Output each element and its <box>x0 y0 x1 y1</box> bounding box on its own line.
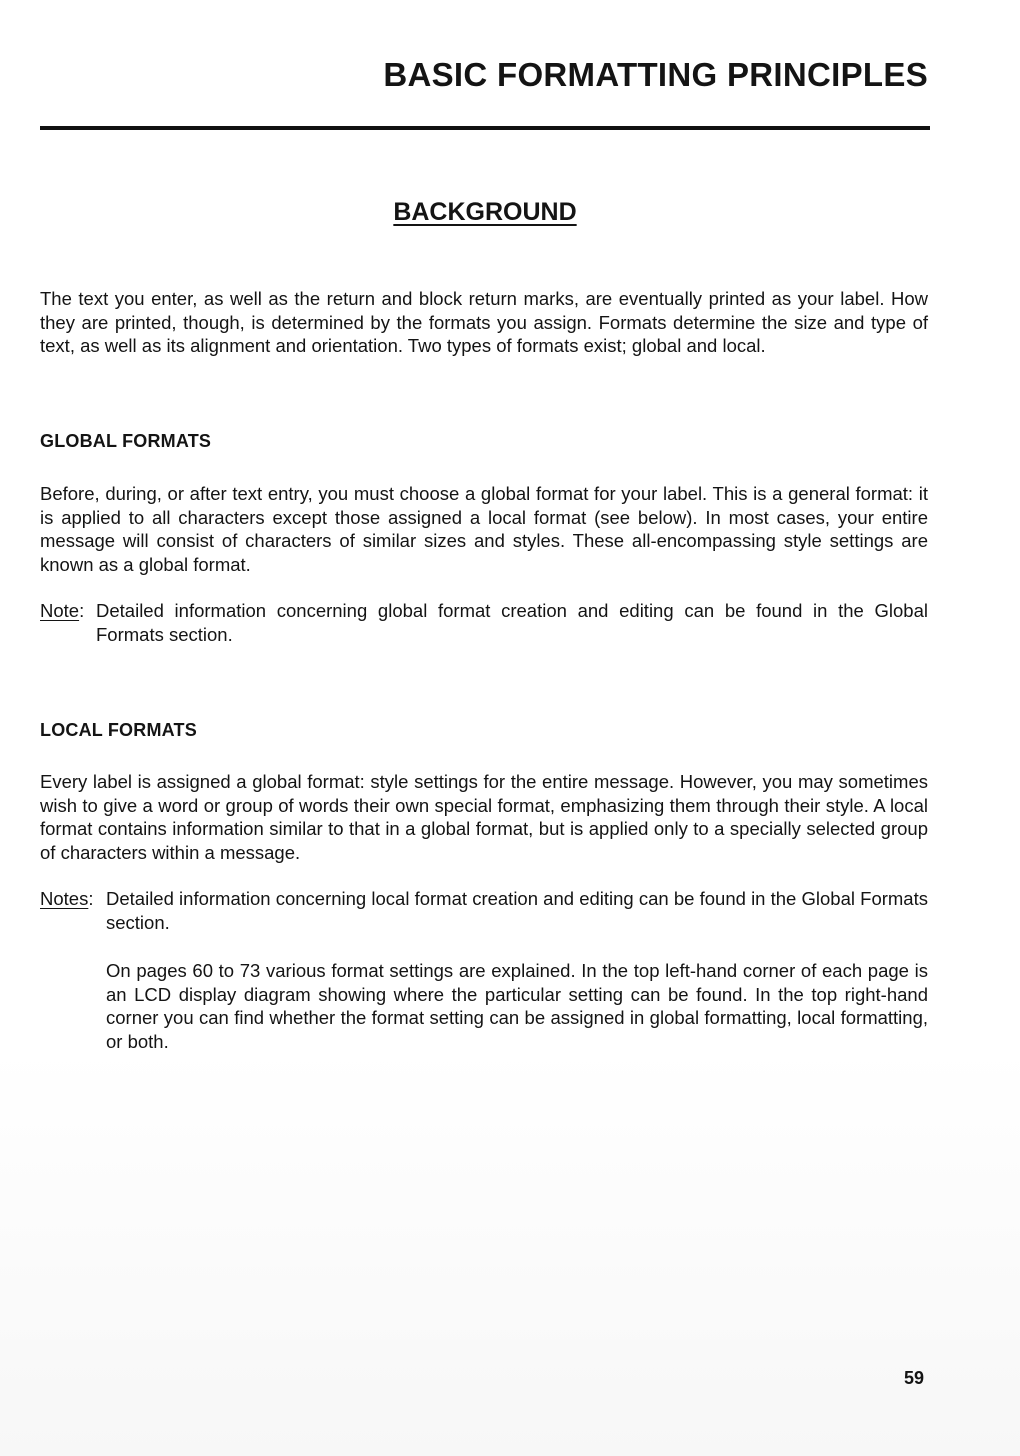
note-label: Note <box>40 600 80 621</box>
note-colon: : <box>79 600 85 621</box>
local-formats-paragraph: Every label is assigned a global format: style settings for the entire message. However, you may sometimes wish to give a word or group of words their own special format, emphasizing them through their style. A local format contains information similar to that in a global format, but is applied only to a specially selected group of characters within a message. <box>40 771 928 863</box>
local-formats-heading: LOCAL FORMATS <box>40 720 197 740</box>
section-heading-background: BACKGROUND <box>393 198 577 226</box>
global-formats-heading: GLOBAL FORMATS <box>40 431 212 451</box>
notes-colon: : <box>88 888 94 909</box>
local-formats-note-text-1: Detailed information concerning local format creation and editing can be found in the Global Formats section. <box>106 888 928 933</box>
local-formats-note-text-2: On pages 60 to 73 various format settings are explained. In the top left-hand corner of each page is an LCD display diagram showing where the particular setting can be found. In the top right-hand corner you can find whether the format setting can be assigned in global formatting, local formatting, or both. <box>106 960 928 1052</box>
global-formats-note-text: Detailed information concerning global format creation and editing can be found in the Global Formats section. <box>96 600 928 645</box>
page-title: BASIC FORMATTING PRINCIPLES <box>383 56 928 93</box>
title-rule <box>40 126 930 130</box>
intro-paragraph: The text you enter, as well as the return and block return marks, are eventually printed as your label. How they are printed, though, is determined by the formats you assign. Formats determine the size and type of text, as well as its alignment and orientation. Two types of formats exist; global and local. <box>40 288 928 356</box>
global-formats-paragraph: Before, during, or after text entry, you must choose a global format for your label. This is a general format: it is applied to all characters except those assigned a local format (see below). In most cases, your entire message will consist of characters of similar sizes and styles. These all-encompassing style settings are known as a global format. <box>40 483 928 575</box>
page-number: 59 <box>903 1368 924 1388</box>
notes-label: Notes <box>40 888 89 909</box>
